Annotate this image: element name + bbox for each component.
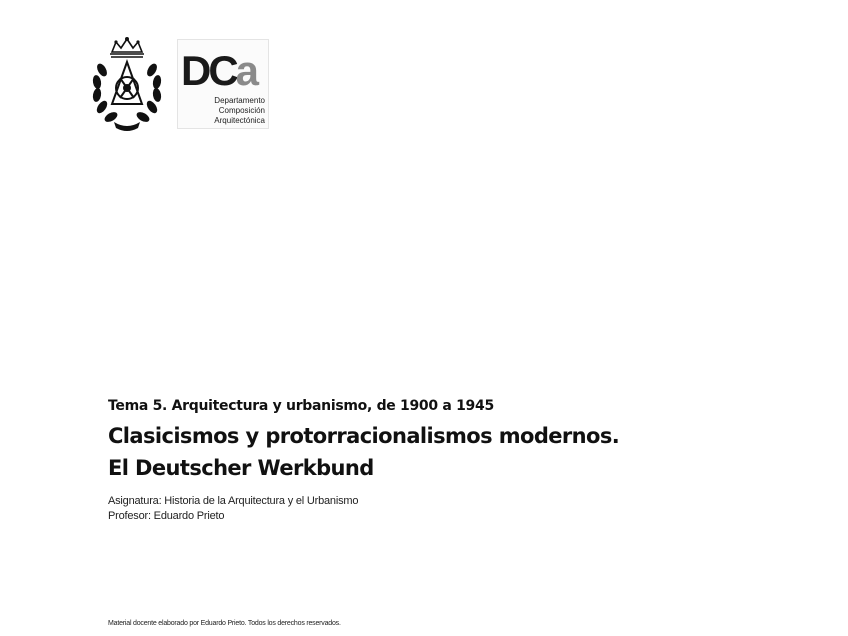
document-title-line: El Deutscher Werkbund [108, 456, 374, 480]
professor-line: Profesor: Eduardo Prieto [108, 510, 225, 522]
department-logo-mark: DCa [181, 47, 260, 94]
department-logo-name: Departamento Composición Arquitectónica [214, 96, 265, 125]
document-title [108, 420, 619, 484]
department-logo [177, 39, 269, 129]
subject-line: Asignatura: Historia de la Arquitectura y el Urbanismo [108, 495, 359, 507]
copyright-note: Material docente elaborado por Eduardo Prieto. Todos los derechos reservados. [108, 620, 341, 627]
university-crest-icon [88, 36, 166, 132]
topic-heading: Tema 5. Arquitectura y urbanismo, de 1900 a 1945 [108, 398, 494, 414]
course-info [108, 494, 358, 524]
document-title-line: Clasicismos y protorracionalismos modernos. [108, 424, 620, 448]
